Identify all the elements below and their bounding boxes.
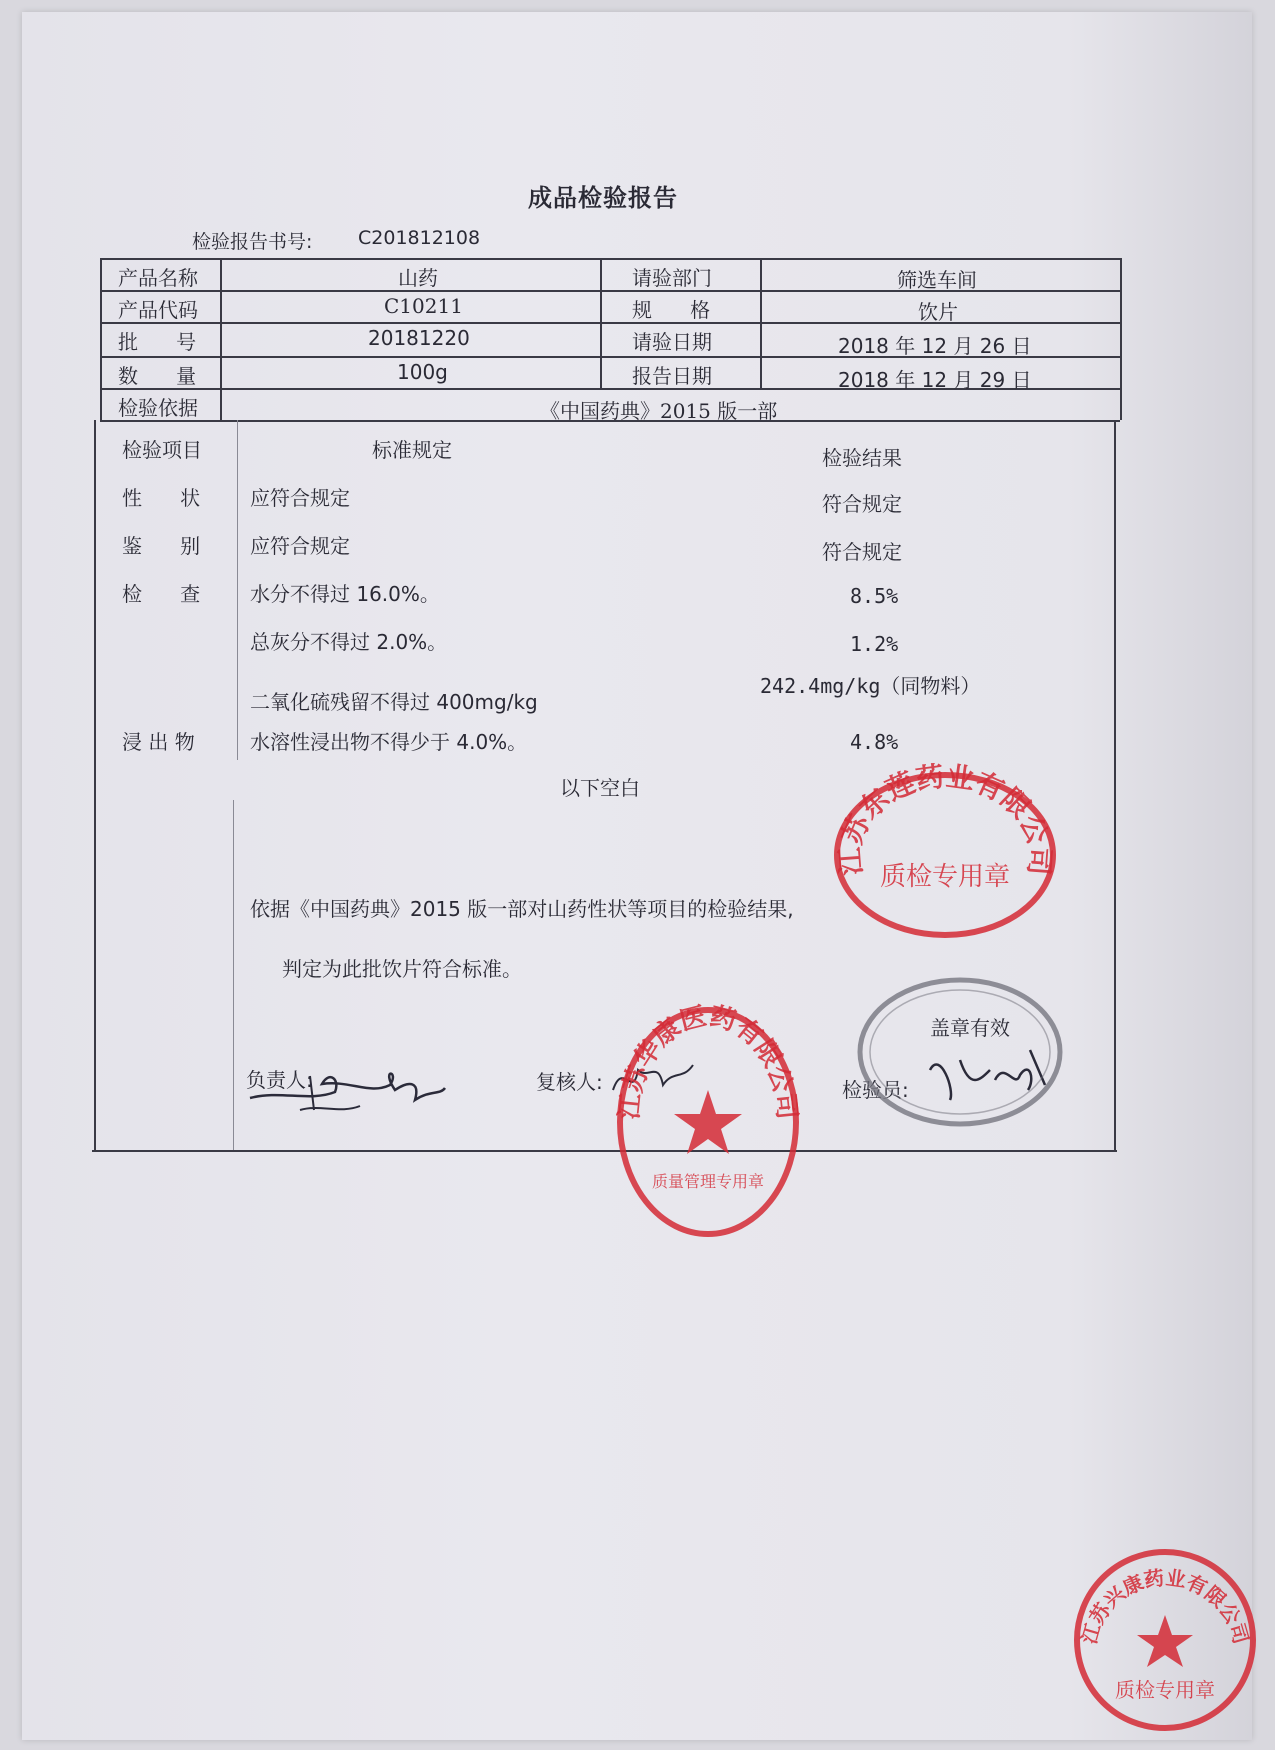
donglian-seal-text: 质检专用章 <box>879 862 1011 892</box>
result-column-header: 检验结果 <box>822 446 902 470</box>
item-name: 鉴 别 <box>122 534 201 558</box>
table-line <box>600 258 602 388</box>
item-name: 浸 出 物 <box>122 730 195 754</box>
item-name: 检 查 <box>122 582 201 606</box>
table-line <box>1120 258 1122 420</box>
item-result: 符合规定 <box>822 492 902 516</box>
reviewer-label: 复核人: <box>536 1070 603 1094</box>
table-line <box>100 322 1120 324</box>
quantity: 100g <box>397 360 448 384</box>
responsible-label: 负责人: <box>246 1068 313 1092</box>
report-number-label: 检验报告书号: <box>192 231 313 253</box>
request-date-label: 请验日期 <box>632 330 712 354</box>
document-title: 成品检验报告 <box>528 184 678 212</box>
huakang-quality-stamp <box>612 1002 804 1242</box>
table-line <box>220 258 222 420</box>
item-standard: 应符合规定 <box>250 486 350 510</box>
report-number: C201812108 <box>358 227 481 249</box>
gray-inspection-stamp <box>852 972 1068 1132</box>
table-line <box>100 258 1120 260</box>
table-line <box>237 420 238 760</box>
item-column-header: 检验项目 <box>122 438 202 462</box>
table-line <box>100 258 102 420</box>
conclusion-line-1: 依据《中国药典》2015 版一部对山药性状等项目的检验结果, <box>250 897 794 921</box>
item-result: 8.5% <box>850 584 899 608</box>
report-date: 2018 年 12 月 29 日 <box>838 368 1032 392</box>
responsible-signature <box>240 1040 480 1120</box>
product-code: C10211 <box>384 294 463 318</box>
item-standard: 应符合规定 <box>250 534 350 558</box>
table-line <box>92 1150 1117 1152</box>
corner-quality-stamp <box>1070 1545 1260 1735</box>
spec-label: 规 格 <box>632 298 711 322</box>
request-date: 2018 年 12 月 26 日 <box>838 334 1032 358</box>
huakang-seal-text: 质量管理专用章 <box>651 1172 765 1191</box>
item-result: 1.2% <box>850 632 899 656</box>
batch-label: 批 号 <box>118 330 197 354</box>
table-line <box>1114 420 1116 1150</box>
donglian-company-text: 江苏东莲药业有限公司 <box>833 760 1057 877</box>
basis: 《中国药典》2015 版一部 <box>540 399 778 423</box>
item-standard: 水溶性浸出物不得少于 4.0%。 <box>250 730 528 754</box>
conclusion-line-2: 判定为此批饮片符合标准。 <box>282 957 522 981</box>
blank-note: 以下空白 <box>560 776 640 800</box>
item-name: 性 状 <box>122 486 201 510</box>
basis-label: 检验依据 <box>118 396 198 420</box>
item-result: 242.4mg/kg（同物料） <box>760 674 981 698</box>
table-line <box>760 258 762 388</box>
table-line <box>94 420 96 1150</box>
standard-column-header: 标准规定 <box>372 438 452 462</box>
corner-seal-text: 质检专用章 <box>1115 1678 1215 1702</box>
product-code-label: 产品代码 <box>118 298 198 322</box>
huakang-company-text: 江苏华康医药有限公司 <box>614 1002 802 1121</box>
spec: 饮片 <box>918 300 958 324</box>
item-standard: 总灰分不得过 2.0%。 <box>250 630 448 654</box>
item-standard: 水分不得过 16.0%。 <box>250 582 440 606</box>
corner-company-text: 江苏兴康药业有限公司 <box>1076 1565 1254 1647</box>
donglian-quality-stamp <box>825 760 1065 940</box>
request-dept-label: 请验部门 <box>632 266 712 290</box>
report-date-label: 报告日期 <box>632 364 712 388</box>
star-icon <box>1137 1615 1193 1667</box>
request-dept: 筛选车间 <box>897 268 977 292</box>
item-result: 4.8% <box>850 730 899 754</box>
batch-number: 20181220 <box>368 326 470 350</box>
item-standard: 二氧化硫残留不得过 400mg/kg <box>250 690 538 714</box>
stamp-valid-note: 盖章有效 <box>930 1016 1010 1040</box>
inspector-label: 检验员: <box>842 1078 909 1102</box>
product-name: 山药 <box>398 266 438 290</box>
product-name-label: 产品名称 <box>118 266 198 290</box>
star-icon <box>674 1090 742 1154</box>
quantity-label: 数 量 <box>118 364 197 388</box>
table-line <box>233 800 234 1150</box>
item-result: 符合规定 <box>822 540 902 564</box>
